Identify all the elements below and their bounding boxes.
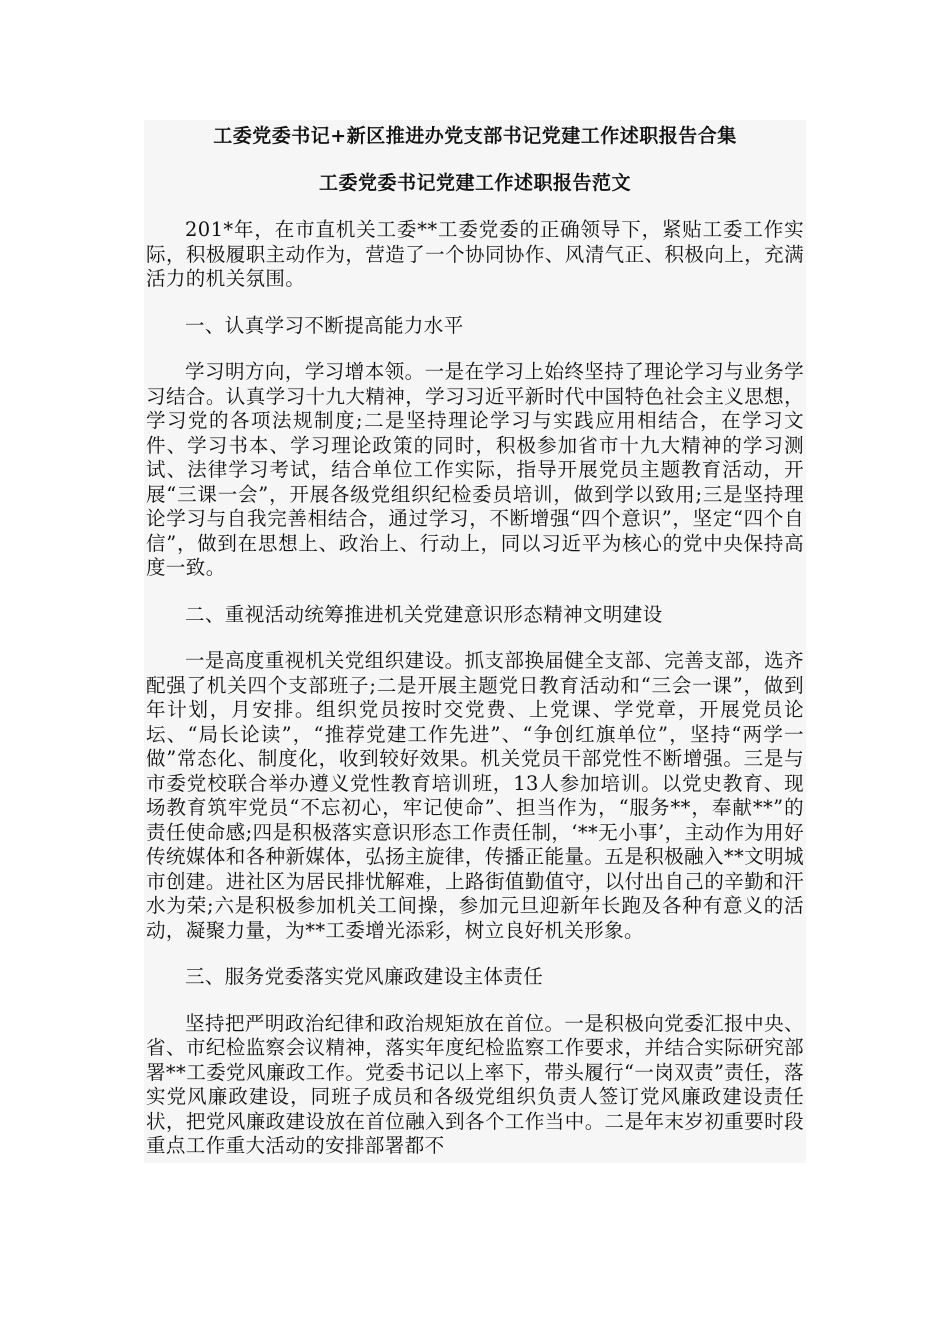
section-heading-2: 二、重视活动统筹推进机关党建意识形态精神文明建设 bbox=[185, 602, 663, 626]
document-body bbox=[144, 120, 806, 1163]
document-title: 工委党委书记+新区推进办党支部书记党建工作述职报告合集 bbox=[213, 125, 737, 147]
section-body-1: 学习明方向，学习增本领。一是在学习上始终坚持了理论学习与业务学习结合。认真学习十九大精神，学习习近平新时代中国特色社会主义思想，学习党的各项法规制度;二是坚持理论学习与实践应用相结合，在学习文件、学习书本、学习理论政策的同时，积极参加省市十九大精神的学习测试、法律学习考试，结合单位工作实际，指导开展党员主题教育活动，开展“三课一会”，开展各级党组织纪检委员培训，做到学以致用;三是坚持理论学习与自我完善相结合，通过学习，不断增强“四个意识”，坚定“四个自信”，做到在思想上、政治上、行动上，同以习近平为核心的党中央保持高度一致。 bbox=[146, 360, 804, 579]
section-body-2: 一是高度重视机关党组织建设。抓支部换届健全支部、完善支部，选齐配强了机关四个支部班子;二是开展主题党日教育活动和“三会一课”，做到年计划，月安排。组织党员按时交党费、上党课、学党章，开展党员论坛、“局长论读”，“推荐党建工作先进”、“争创红旗单位”，坚持“两学一做”常态化、制度化，收到较好效果。机关党员干部党性不断增强。三是与市委党校联合举办遵义党性教育培训班，13人参加培训。以党史教育、现场教育筑牢党员“不忘初心，牢记使命”、担当作为，“服务**，奉献**”的责任使命感;四是积极落实意识形态工作责任制，‘**无小事’，主动作为用好传统媒体和各种新媒体，弘扬主旋律，传播正能量。五是积极融入**文明城市创建。进社区为居民排忧解难，上路街值勤值守，以付出自己的辛勤和汗水为荣;六是积极参加机关工间操，参加元旦迎新年长跑及各种有意义的活动，凝聚力量，为**工委增光添彩，树立良好机关形象。 bbox=[146, 649, 804, 942]
section-heading-3: 三、服务党委落实党风廉政建设主体责任 bbox=[185, 965, 544, 988]
intro-paragraph: 201*年，在市直机关工委**工委党委的正确领导下，紧贴工委工作实际，积极履职主动作为，营造了一个协同协作、风清气正、积极向上，充满活力的机关氛围。 bbox=[146, 218, 804, 290]
section-heading-1: 一、认真学习不断提高能力水平 bbox=[185, 313, 464, 337]
section-body-3: 坚持把严明政治纪律和政治规矩放在首位。一是积极向党委汇报中央、省、市纪检监察会议精神，落实年度纪检监察工作要求，并结合实际研究部署**工委党风廉政工作。党委书记以上率下，带头履行“一岗双责”责任，落实党风廉政建设，同班子成员和各级党组织负责人签订党风廉政建设责任状，把党风廉政建设放在首位融入到各个工作当中。二是年末岁初重要时段重点工作重大活动的安排部署都不 bbox=[146, 1011, 804, 1157]
document-subtitle: 工委党委书记党建工作述职报告范文 bbox=[318, 172, 631, 194]
